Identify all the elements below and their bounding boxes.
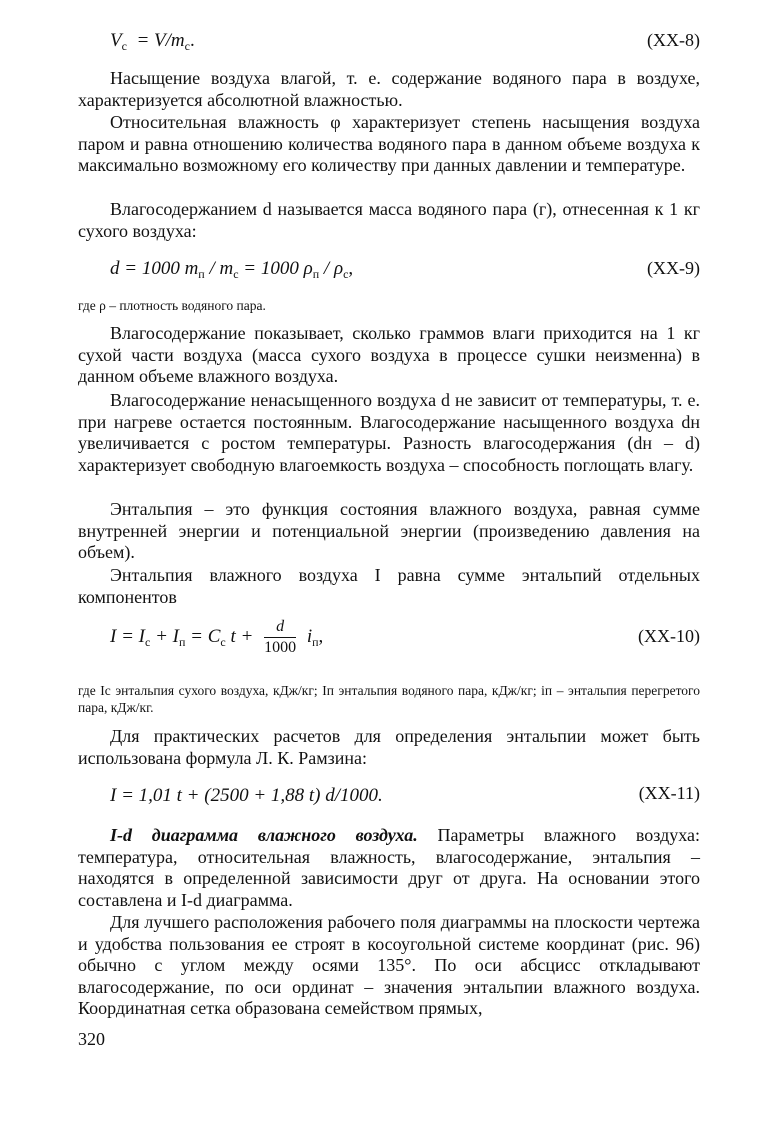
page-number: 320 [78,1029,105,1049]
equation-number-xx11: (XX-11) [638,783,700,803]
paragraph-saturation: Насыщение воздуха влагой, т. е. содержание водяного пара в воздухе, характеризуется абсолютной влажностью. [78,68,700,110]
paragraph-enthalpy-def: Энтальпия – это функция состояния влажного воздуха, равная сумме внутренней энергии и потенциальной энергии (произведению давления на объем). [78,499,700,562]
formula-xx8: $V_с = V/m_с$. [110,30,195,53]
formula-xx10: $I = I_с + I_п = C_с$ t + $\frac{d}{1000}$ $i_п$, [110,618,324,656]
paragraph-unsaturated-air: Влагосодержание ненасыщенного воздуха d не зависит от температуры, т. е. при нагреве остается постоянным. Влагосодержание насыщенного воздуха dн увеличивается с ростом температуры. Разность влагосодержания (dн – d) характеризует свободную влагоемкость воздуха – способность поглощать влагу. [78,390,700,475]
paragraph-moisture-content-def: Влагосодержанием d называется масса водяного пара (г), отнесенная к 1 кг сухого воздуха: [78,199,700,241]
formula-xx9: d = 1000 $m_п / m_с = 1000$ $\rho_п / \rho_с$, [110,258,354,281]
note-rho: где ρ – плотность водяного пара. [78,298,266,313]
section-title-id-diagram: I-d диаграмма влажного воздуха. [110,825,418,845]
equation-number-xx10: (XX-10) [638,626,700,646]
paragraph-relative-humidity: Относительная влажность φ характеризует степень насыщения воздуха паром и равна отношению количества водяного пара в данном объеме воздуха к максимально возможному его количеству при данных давлении и температуре. [78,112,700,175]
paragraph-enthalpy-sum: Энтальпия влажного воздуха I равна сумме энтальпий отдельных компонентов [78,565,700,607]
paragraph-oblique-coordinates: Для лучшего расположения рабочего поля диаграммы на плоскости чертежа и удобства пользования ее строят в косоугольной системе координат (рис. 96) обычно с углом между осями 135°. По оси абсцисс откладывают влагосодержание, по оси ординат – значения энтальпии влажного воздуха. Координатная сетка образована семейством прямых, [78,912,700,1018]
paragraph-ramzin-intro: Для практических расчетов для определения энтальпии может быть использована формула Л. К. Рамзина: [78,726,700,768]
equation-number-xx9: (XX-9) [647,258,700,278]
formula-xx11: I = 1,01 t + (2500 + 1,88 t) d/1000. [110,785,383,806]
fraction-d-over-1000: $\frac{d}{1000}$ [264,618,297,656]
equation-number-xx8: (XX-8) [647,30,700,50]
paragraph-id-diagram: I-d диаграмма влажного воздуха. Параметры влажного воздуха: температура, относительная влажность, влагосодержание, энтальпия – находятся в определенной зависимости друг от друга. На основании этого составлена и I-d диаграмма. [78,825,700,910]
note-enthalpy-components: где Iс энтальпия сухого воздуха, кДж/кг; Iп энтальпия водяного пара, кДж/кг; iп – энтальпия перегретого пара, кДж/кг. [78,683,700,715]
paragraph-moisture-meaning: Влагосодержание показывает, сколько граммов влаги приходится на 1 кг сухой части воздуха (масса сухого воздуха в процессе сушки неизменна) в данном объеме влажного воздуха. [78,323,700,386]
